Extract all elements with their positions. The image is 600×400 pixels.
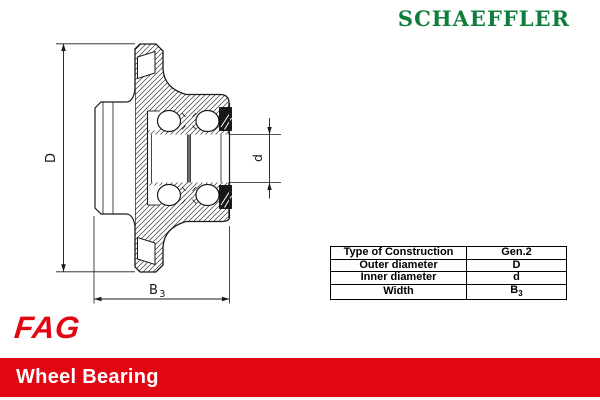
spec-table bbox=[330, 246, 567, 300]
page-title: Wheel Bearing bbox=[16, 365, 159, 388]
dimension-label-width: B $_3$ bbox=[149, 283, 166, 300]
bearing-ball bbox=[196, 185, 219, 206]
table-row bbox=[331, 259, 567, 272]
table-row bbox=[331, 284, 567, 300]
bearing-ball bbox=[158, 185, 181, 206]
technical-drawing bbox=[0, 0, 300, 320]
spec-label-cell: Outer diameter bbox=[331, 259, 467, 272]
spec-value-cell: Gen.2 bbox=[467, 247, 567, 260]
spec-value-cell: d bbox=[467, 272, 567, 285]
spec-label-cell: Width bbox=[331, 284, 467, 300]
dimension-label-outer: D bbox=[44, 152, 59, 164]
pilot-ring bbox=[95, 90, 135, 226]
bearing-ball bbox=[196, 111, 219, 132]
dimension-label-inner: d bbox=[250, 154, 265, 162]
table-row bbox=[331, 247, 567, 260]
table-row bbox=[331, 272, 567, 285]
fag-logo: FAG bbox=[12, 310, 82, 345]
spec-value-cell: D bbox=[467, 259, 567, 272]
schaeffler-logo: SCHAEFFLER bbox=[397, 6, 570, 31]
spec-label-cell: Inner diameter bbox=[331, 272, 467, 285]
bearing-ball bbox=[158, 111, 181, 132]
spec-value-cell: $B_3$ bbox=[467, 284, 567, 300]
spec-label-cell: Type of Construction bbox=[331, 247, 467, 260]
footer-banner bbox=[0, 358, 600, 397]
dimension-inner-diameter bbox=[230, 118, 282, 199]
